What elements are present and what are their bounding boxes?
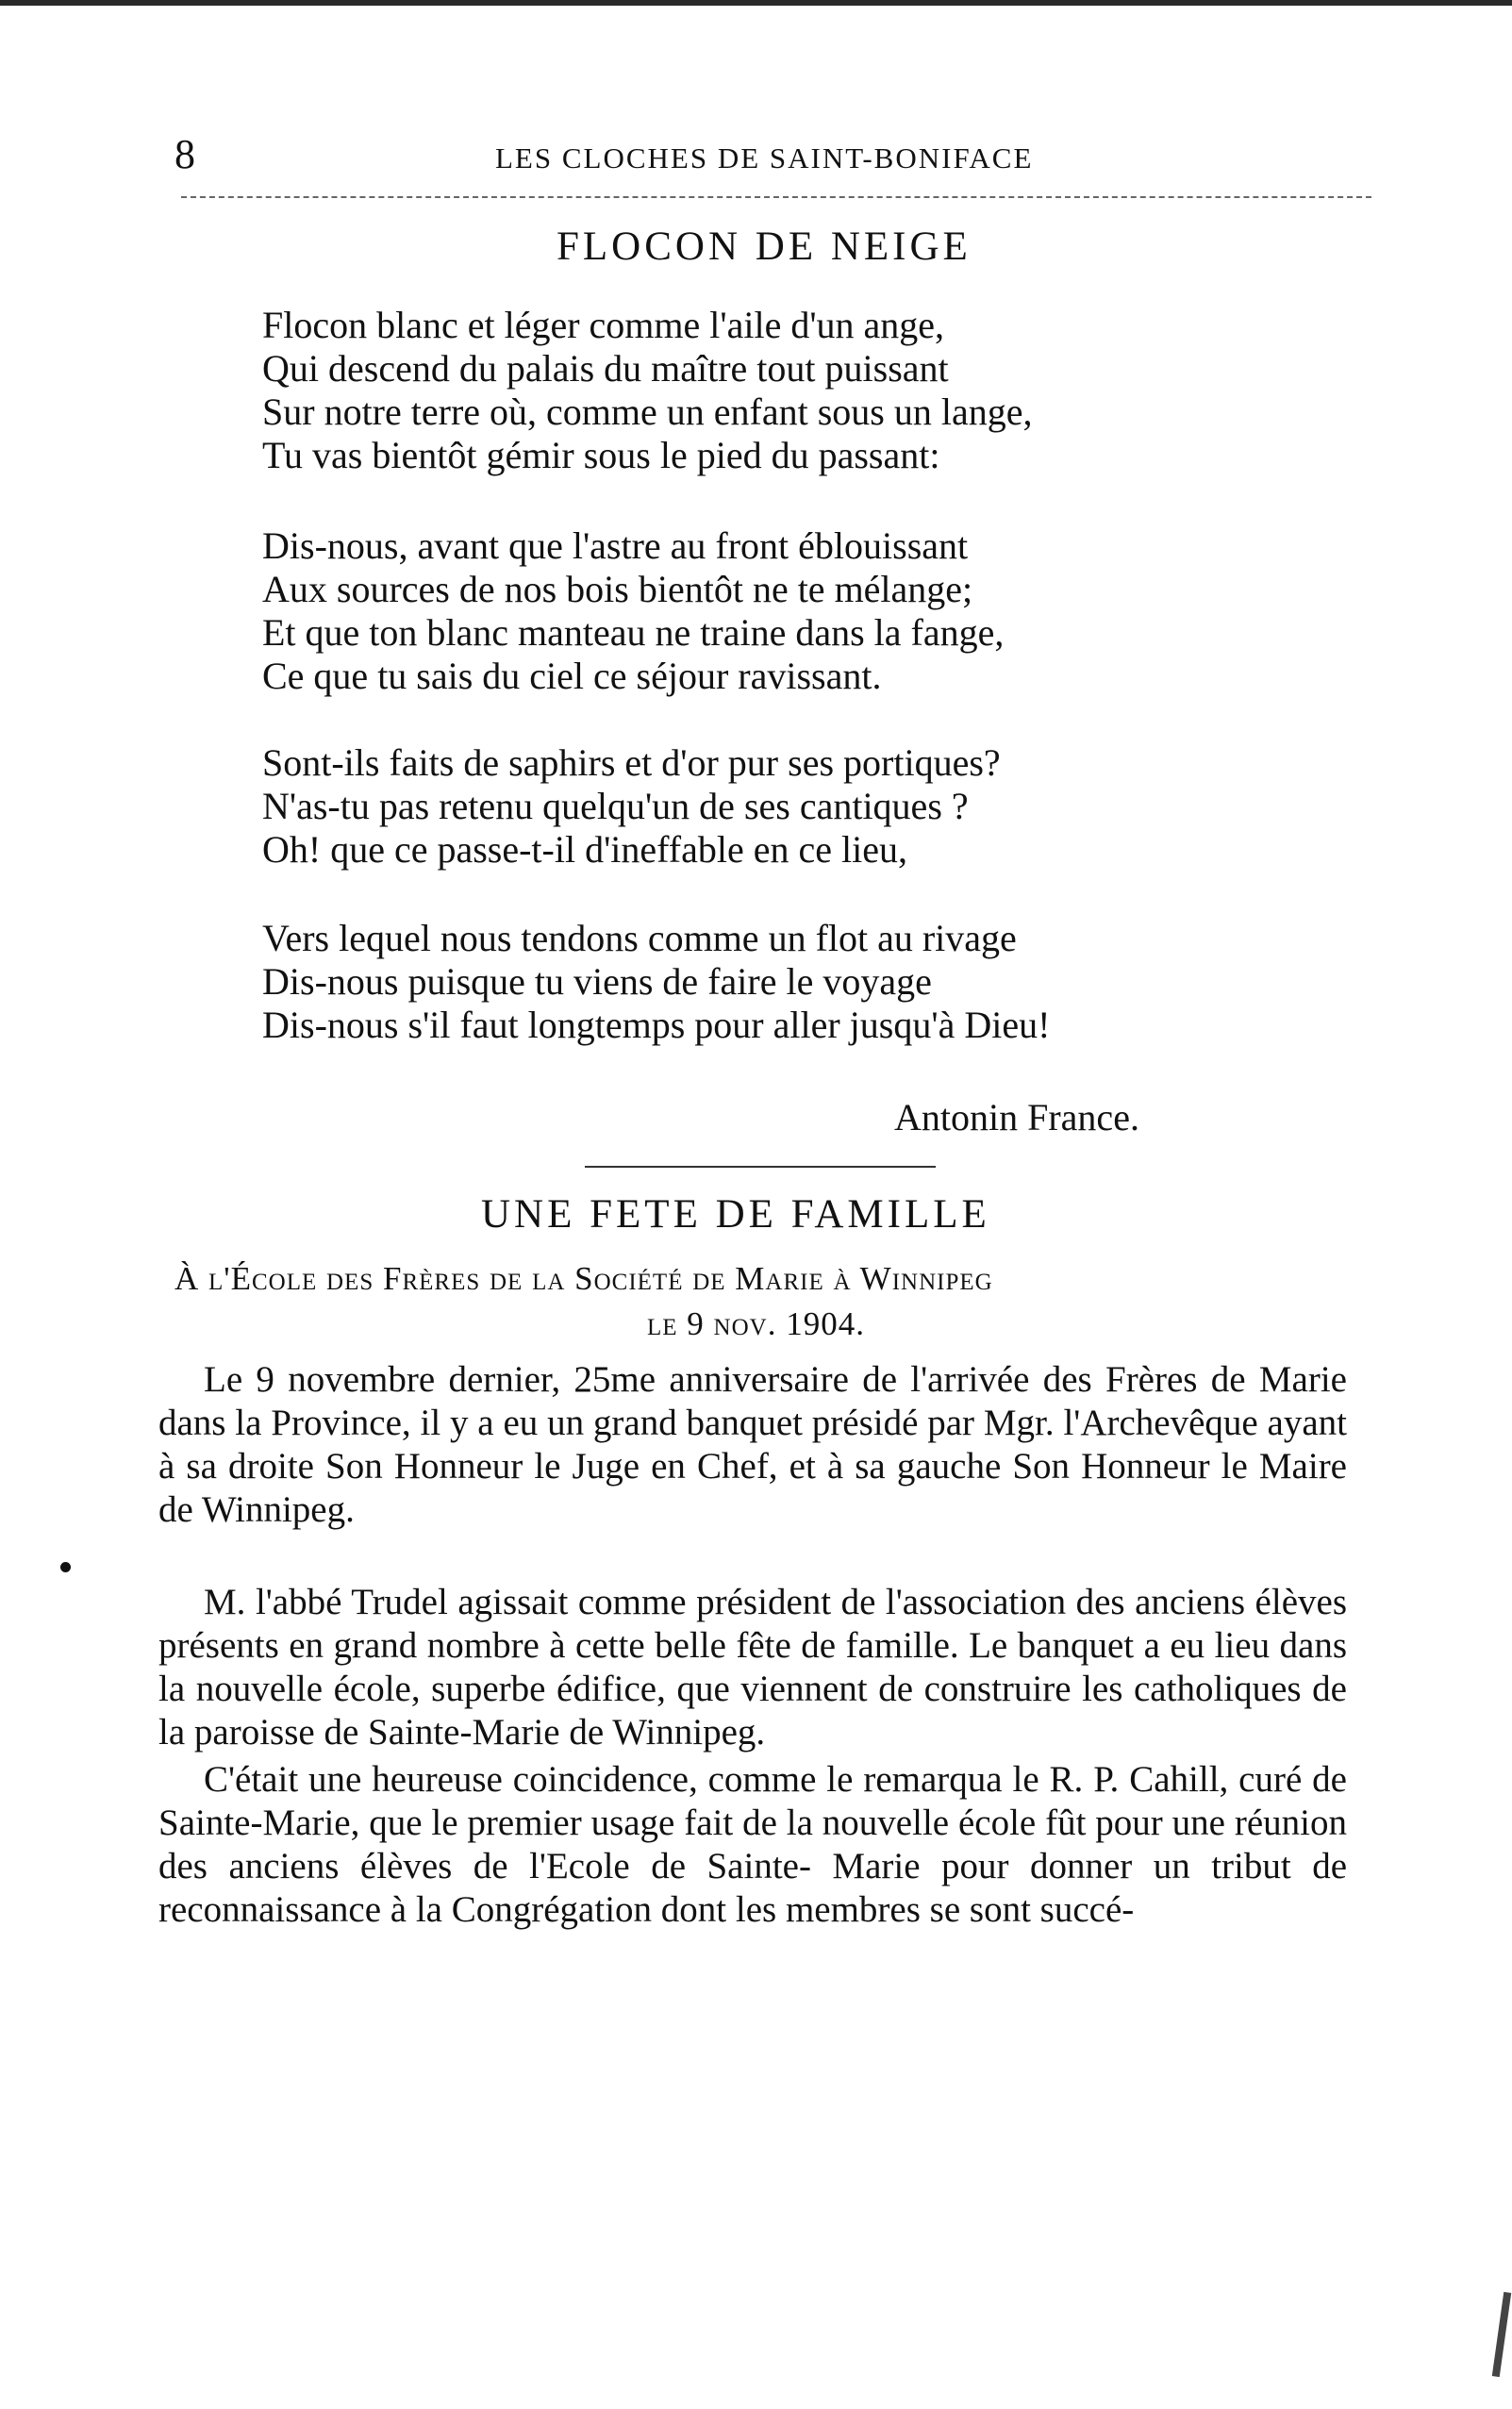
article-title: UNE FETE DE FAMILLE	[481, 1192, 990, 1237]
verse-line: Dis-nous, avant que l'astre au front éblouissant	[262, 524, 969, 567]
poem-stanza-4	[262, 917, 1050, 1047]
verse-line: Sont-ils faits de saphirs et d'or pur ses portiques?	[262, 741, 1001, 784]
poem-stanza-1	[262, 304, 1032, 477]
verse-line: Ce que tu sais du ciel ce séjour ravissant.	[262, 655, 882, 697]
verse-line: N'as-tu pas retenu quelqu'un de ses cantiques ?	[262, 785, 969, 827]
scan-edge-mark	[1492, 2292, 1511, 2377]
page-number: 8	[174, 131, 195, 177]
poem-title: FLOCON DE NEIGE	[557, 224, 972, 269]
article-paragraph-3: C'était une heureuse coincidence, comme le remarqua le R. P. Cahill, curé de Sainte-Marie, que le premier usage fait de la nouvelle école fût pour une réunion des anciens élèves de l'Ecole de Sainte- Marie pour donner un tribut de reconnaissance à la Congrégation dont les membres se sont succé-	[158, 1759, 1347, 1930]
verse-line: Aux sources de nos bois bientôt ne te mélange;	[262, 568, 973, 610]
article-paragraph-1: Le 9 novembre dernier, 25me anniversaire de l'arrivée des Frères de Marie dans la Province, il y a eu un grand banquet présidé par Mgr. l'Archevêque ayant à sa droite Son Honneur le Juge en Chef, et à sa gauche Son Honneur le Maire de Winnipeg.	[158, 1359, 1347, 1530]
verse-line: Flocon blanc et léger comme l'aile d'un ange,	[262, 304, 945, 346]
poem-stanza-3	[262, 741, 1001, 872]
verse-line: Qui descend du palais du maître tout puissant	[262, 347, 949, 390]
poem-author: Antonin France.	[894, 1096, 1139, 1138]
margin-ink-dot	[60, 1562, 71, 1572]
verse-line: Oh! que ce passe-t-il d'ineffable en ce lieu,	[262, 828, 907, 871]
header-rule	[181, 196, 1371, 198]
top-edge-rule	[0, 0, 1512, 6]
article-subtitle: À l'École des Frères de la Société de Marie à Winnipeg	[174, 1260, 993, 1297]
article-date: le 9 nov. 1904.	[647, 1305, 865, 1342]
verse-line: Tu vas bientôt gémir sous le pied du passant:	[262, 434, 940, 476]
article-paragraph-2: M. l'abbé Trudel agissait comme président de l'association des anciens élèves présents en grand nombre à cette belle fête de famille. Le banquet a eu lieu dans la nouvelle école, superbe édifice, que viennent de construire les catholiques de la paroisse de Sainte-Marie de Winnipeg.	[158, 1582, 1347, 1753]
poem-stanza-2	[262, 524, 1004, 698]
verse-line: Dis-nous puisque tu viens de faire le voyage	[262, 960, 932, 1003]
running-head: LES CLOCHES DE SAINT-BONIFACE	[495, 141, 1034, 174]
verse-line: Vers lequel nous tendons comme un flot au rivage	[262, 917, 1017, 959]
section-separator	[585, 1166, 936, 1168]
page-header	[174, 126, 1372, 183]
verse-line: Sur notre terre où, comme un enfant sous un lange,	[262, 390, 1033, 433]
verse-line: Dis-nous s'il faut longtemps pour aller jusqu'à Dieu!	[262, 1004, 1051, 1046]
verse-line: Et que ton blanc manteau ne traine dans la fange,	[262, 611, 1005, 654]
